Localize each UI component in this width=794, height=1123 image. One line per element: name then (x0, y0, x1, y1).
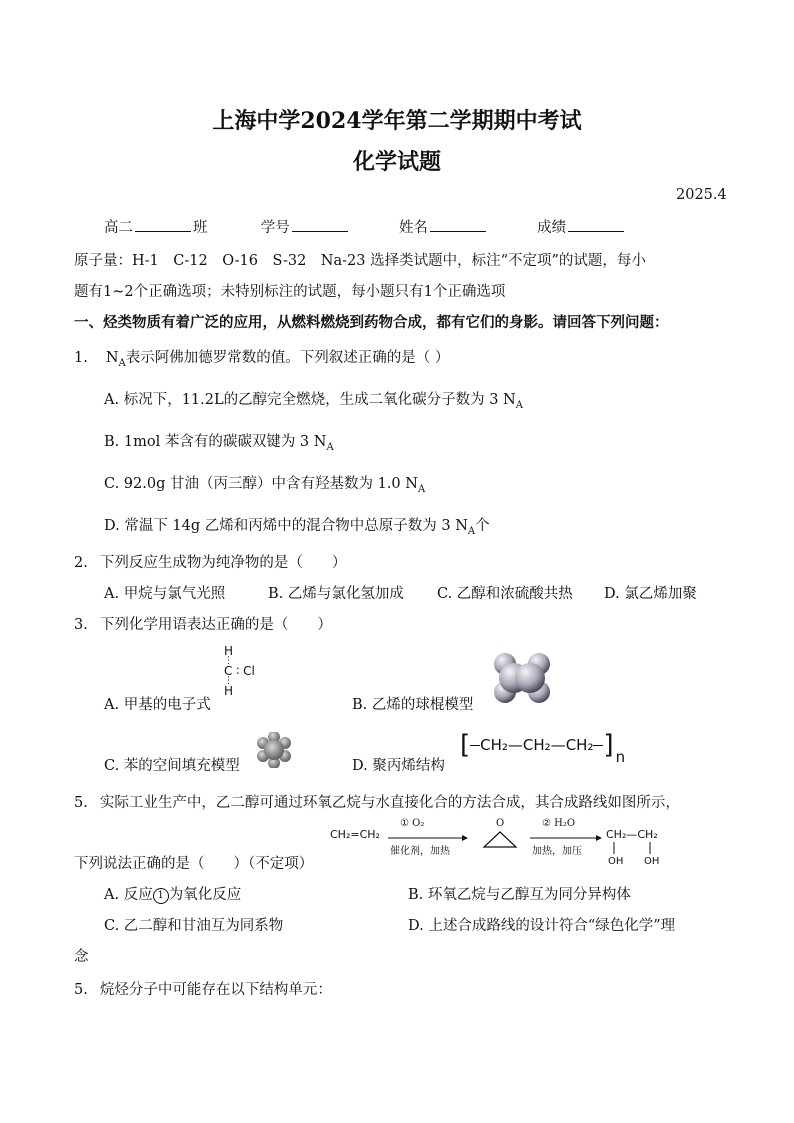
class-suffix: 班 (193, 220, 208, 236)
name-label: 姓名 (398, 220, 428, 236)
q3-option-b[interactable]: B. 乙烯的球棍模型 (352, 697, 474, 713)
student-id-label: 学号 (260, 220, 290, 236)
q1-stem: 1. $N_A$表示阿佛加德罗常数的值。下列叙述正确的是（ ） (74, 350, 450, 369)
q5a-option-c[interactable]: C. 乙二醇和甘油互为同系物 (104, 918, 284, 934)
q5a-option-d[interactable]: D. 上述合成路线的设计符合“绿色化学”理 (408, 918, 676, 934)
q5a-stem-line2: 下列说法正确的是（ ）（不定项） (74, 856, 314, 872)
name-blank[interactable] (430, 217, 486, 232)
score-label: 成绩 (537, 220, 567, 236)
class-label: 高二 (104, 220, 133, 236)
q5a-option-a[interactable]: A. 反应 1 为氧化反应 (104, 887, 242, 903)
exam-subtitle: 化学试题 (352, 149, 441, 175)
q3-option-c[interactable]: C. 苯的空间填充模型 (104, 758, 240, 774)
q2-stem: 2. 下列反应生成物为纯净物的是（ ） (74, 555, 347, 571)
q5a-option-b[interactable]: B. 环氧乙烷与乙醇互为同分异构体 (408, 887, 631, 903)
q2-option-d[interactable]: D. 氯乙烯加聚 (604, 586, 697, 602)
q2-option-a[interactable]: A. 甲烷与氯气光照 (104, 586, 226, 602)
notes-line-1: 原子量：H-1 C-12 O-16 S-32 Na-23 选择类试题中，标注“不定项”的试题，每小 (74, 253, 646, 269)
benzene-space-filling-image (256, 732, 292, 768)
q2-option-b[interactable]: B. 乙烯与氯化氢加成 (268, 586, 404, 602)
q5a-option-d-continued: 念 (74, 949, 89, 965)
class-blank[interactable] (135, 217, 191, 232)
exam-title: 上海中学2024学年第二学期期中考试 (212, 108, 582, 134)
ethylene-ball-model-image (491, 650, 553, 706)
section-heading: 一、烃类物质有着广泛的应用，从燃料燃烧到药物合成，都有它们的身影。请回答下列问题： (74, 314, 669, 331)
methyl-electron-formula: H ⋮ C ∶ Cl ⋮ H (224, 644, 255, 698)
exam-date: 2025.4 (676, 187, 727, 203)
q3-option-d[interactable]: D. 聚丙烯结构 (352, 758, 445, 774)
score-blank[interactable] (568, 217, 624, 232)
q3-stem: 3. 下列化学用语表达正确的是（ ） (74, 617, 332, 633)
q1-option-a[interactable]: A. 标况下，11.2L的乙醇完全燃烧，生成二氧化碳分子数为 3 $N_A$ (104, 392, 523, 411)
q3-option-a[interactable]: A. 甲基的电子式 (104, 697, 211, 713)
q1-option-c[interactable]: C. 92.0g 甘油（丙三醇）中含有羟基数为 1.0 $N_A$ (104, 476, 426, 495)
notes-line-2: 题有1~2个正确选项；未特别标注的试题，每小题只有1个正确选项 (74, 284, 506, 300)
student-id-blank[interactable] (292, 217, 348, 232)
q5b-stem: 5. 烷烃分子中可能存在以下结构单元： (74, 982, 332, 998)
q5a-stem-line1: 5. 实际工业生产中，乙二醇可通过环氧乙烷与水直接化合的方法合成，其合成路线如图所示， (74, 795, 680, 811)
polymer-structure: [ CH₂—CH₂—CH₂ ] n (460, 730, 626, 766)
q1-option-b[interactable]: B. 1mol 苯含有的碳碳双键为 3 $N_A$ (104, 434, 334, 453)
synthesis-route: CH₂=CH₂ ① O₂ 催化剂，加热 O ② H₂O 加热，加压 CH₂—CH₂ OH OH (330, 818, 660, 867)
q2-option-c[interactable]: C. 乙醇和浓硫酸共热 (437, 586, 573, 602)
info-row (104, 216, 626, 237)
q1-option-d[interactable]: D. 常温下 14g 乙烯和丙烯中的混合物中总原子数为 3 $N_A$个 (104, 518, 490, 537)
